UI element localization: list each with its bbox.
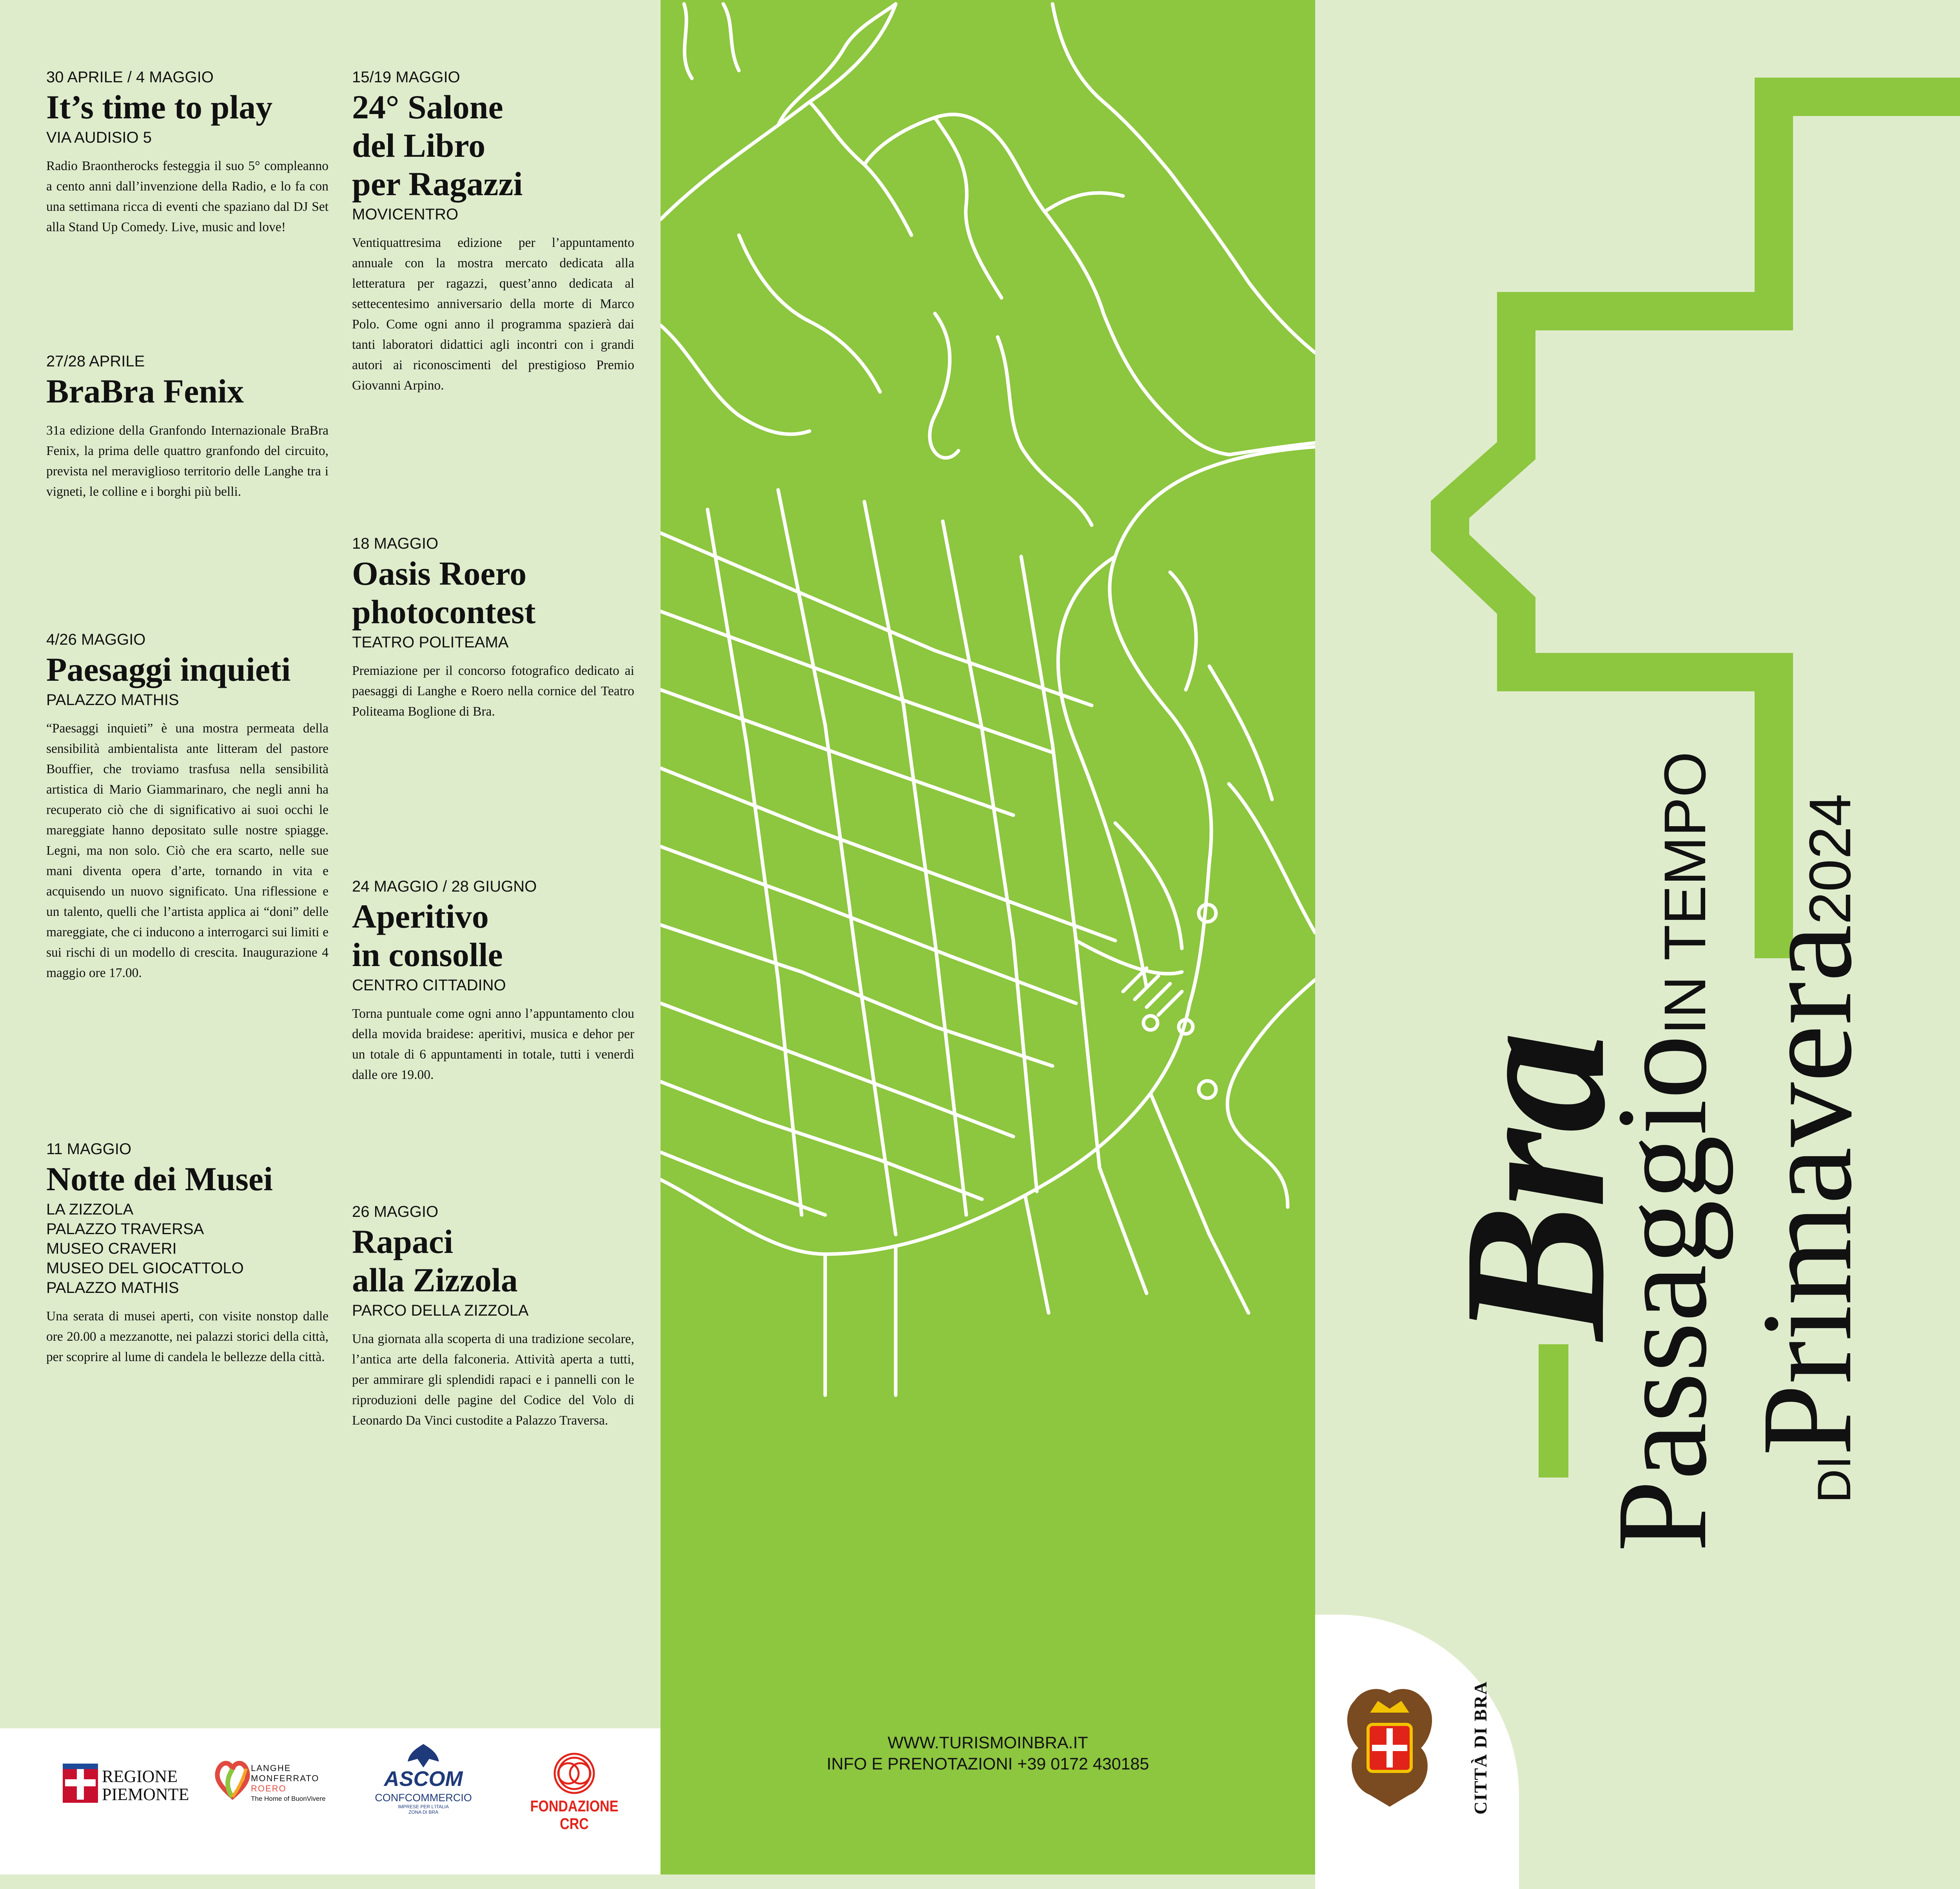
regione-shield-icon xyxy=(63,1764,98,1803)
regione-piemonte-logo xyxy=(63,1764,196,1807)
ascom-name: ASCOM xyxy=(384,1767,463,1791)
langhe-tagline: The Home of BuonVivere xyxy=(251,1795,326,1802)
event-aperitivo-in-consolle xyxy=(352,878,634,1085)
info-phone: INFO E PRENOTAZIONI +39 0172 430185 xyxy=(826,1755,1149,1773)
event-description: “Paesaggi inquieti” è una mostra permeata della sensibilità ambientalista ante litteram del pastore Bouffier, che troviamo trasfusa nella sensibilità artistica di Mario Giammarinaro, che negli anni ha recuperato ciò che di significativo ai suoi occhi le mareggiate hanno depositato sulle nostre spiagge. Legni, ma non solo. Ciò che era scarto, nelle sue mani diventa opera d’arte, tornando in vita e acquisendo un nuovo significato. Una riflessione e un talento, quelli che l’artista applica ai “doni” delle mareggiate, che ci inducono a interrogarci sui limiti e sui rischi di un modello di crescita. Inaugurazione 4 maggio ore 17.00. xyxy=(46,721,328,980)
event-description: Una serata di musei aperti, con visite nonstop dalle ore 20.00 a mezzanotte, nei palazzi storici della città, per scoprire al lume di candela le bellezze della città. xyxy=(46,1309,328,1364)
event-date: 18 MAGGIO xyxy=(352,535,439,552)
title-primavera: Primavera xyxy=(1735,924,1878,1456)
event-brabra-fenix xyxy=(46,353,328,502)
city-label: CITTÀ DI BRA xyxy=(1470,1681,1490,1815)
event-paesaggi-inquieti xyxy=(46,631,328,983)
event-description: Ventiquattresima edizione per l’appuntamento annuale con la mostra mercato dedicata alla letteratura per ragazzi, quest’anno dedicata al settecentesimo anniversario della morte di Marco Polo. Come ogni anno il programma spazierà dai tanti laboratori didattici agli incontri con i grandi autori ai riconoscimenti del prestigioso Premio Giovanni Arpino. xyxy=(352,236,634,393)
langhe-line3: ROERO xyxy=(251,1784,287,1793)
brand-dash xyxy=(1539,1344,1568,1477)
title-year: 2024 xyxy=(1797,794,1863,925)
crc-label: FONDAZIONE CRC xyxy=(530,1798,619,1833)
sponsor-strip xyxy=(0,1728,661,1874)
event-description: Premiazione per il concorso fotografico dedicato ai paesaggi di Langhe e Roero nella cornice del Teatro Politeama Boglione di Bra. xyxy=(352,664,634,719)
event-date: 30 APRILE / 4 MAGGIO xyxy=(46,69,214,86)
ascom-line3: ZONA DI BRA xyxy=(408,1809,438,1815)
event-title: Notte dei Musei xyxy=(46,1160,273,1198)
event-description: Torna puntuale come ogni anno l’appuntamento clou della movida braidese: aperitivi, musica e dehor per un totale di 6 appuntamenti in totale, tutti i venerdì dalle ore 19.00. xyxy=(352,1006,634,1082)
event-description: Radio Braontherocks festeggia il suo 5° compleanno a cento anni dall’invenzione della Radio, e lo fa con una settimana ricca di eventi che spaziano dal DJ Set alla Stand Up Comedy. Live, music and love! xyxy=(46,159,328,234)
contact-info xyxy=(661,1732,1315,1775)
event-its-time-to-play xyxy=(46,69,328,237)
event-title: 24° Salone del Libro per Ragazzi xyxy=(352,88,523,203)
event-title: Aperitivo in consolle xyxy=(352,897,503,974)
event-title: BraBra Fenix xyxy=(46,372,244,410)
event-venue: PARCO DELLA ZIZZOLA xyxy=(352,1302,529,1319)
event-venue: CENTRO CITTADINO xyxy=(352,977,506,994)
regione-line1: REGIONE xyxy=(102,1767,178,1786)
event-date: 11 MAGGIO xyxy=(46,1140,132,1158)
event-date: 24 MAGGIO / 28 GIUGNO xyxy=(352,878,537,895)
event-notte-dei-musei xyxy=(46,1140,328,1367)
event-title: Rapaci alla Zizzola xyxy=(352,1223,518,1299)
fondazione-crc-logo xyxy=(510,1750,639,1833)
crc-rings-icon xyxy=(510,1750,639,1797)
event-rapaci-alla-zizzola xyxy=(352,1203,634,1431)
event-title: Paesaggi inquieti xyxy=(46,651,291,688)
event-date: 26 MAGGIO xyxy=(352,1203,439,1220)
event-description: 31a edizione della Granfondo Internazionale BraBra Fenix, la prima delle quattro granfondo del circuito, prevista nel meraviglioso territorio delle Langhe tra i vigneti, le colline e i borghi più belli. xyxy=(46,423,328,499)
title-in-tempo: IN TEMPO xyxy=(1652,751,1718,1035)
ascom-line2: IMPRESE PER L’ITALIA xyxy=(398,1804,449,1809)
event-venue: TEATRO POLITEAMA xyxy=(352,634,509,651)
event-description: Una giornata alla scoperta di una tradizione secolare, l’antica arte della falconeria. Attività aperta a tutti, per ammirare gli splendidi rapaci e i pannelli con le riproduzioni delle pagine del Codice del Volo di Leonardo Da Vinci custodite a Palazzo Traversa. xyxy=(352,1332,634,1428)
event-venue: MOVICENTRO xyxy=(352,206,459,223)
ascom-confcommercio-logo xyxy=(370,1740,476,1826)
events-panel xyxy=(0,0,661,1874)
event-date: 27/28 APRILE xyxy=(46,353,145,370)
event-venue-list: LA ZIZZOLA PALAZZO TRAVERSA MUSEO CRAVERI MUSEO DEL GIOCATTOLO PALAZZO MATHIS xyxy=(46,1201,244,1296)
heart-icon xyxy=(215,1758,250,1801)
title-line-2 xyxy=(1735,794,1913,1503)
title-passaggio: Passaggio xyxy=(1590,1035,1733,1552)
website-link[interactable]: WWW.TURISMOINBRA.IT xyxy=(887,1733,1088,1752)
event-date: 15/19 MAGGIO xyxy=(352,69,460,86)
event-salone-del-libro xyxy=(352,69,634,396)
event-oasis-roero xyxy=(352,535,634,722)
langhe-monferrato-roero-logo xyxy=(215,1758,332,1813)
brand-title: Bra xyxy=(1422,1035,1647,1340)
langhe-line2: MONFERRATO xyxy=(251,1773,319,1783)
street-map xyxy=(661,0,1315,1874)
cover-panel xyxy=(1315,0,1960,1874)
city-map-panel xyxy=(661,0,1315,1874)
event-title: Oasis Roero photocontest xyxy=(352,555,536,631)
event-venue: VIA AUDISIO 5 xyxy=(46,129,152,146)
langhe-line1: LANGHE xyxy=(251,1763,291,1773)
ascom-line1: CONFCOMMERCIO xyxy=(375,1792,472,1804)
event-title: It’s time to play xyxy=(46,88,273,126)
event-venue: PALAZZO MATHIS xyxy=(46,691,179,709)
city-crest-icon xyxy=(1339,1670,1441,1818)
event-date: 4/26 MAGGIO xyxy=(46,631,146,648)
regione-line2: PIEMONTE xyxy=(102,1785,189,1804)
title-di: DI xyxy=(1808,1456,1860,1503)
